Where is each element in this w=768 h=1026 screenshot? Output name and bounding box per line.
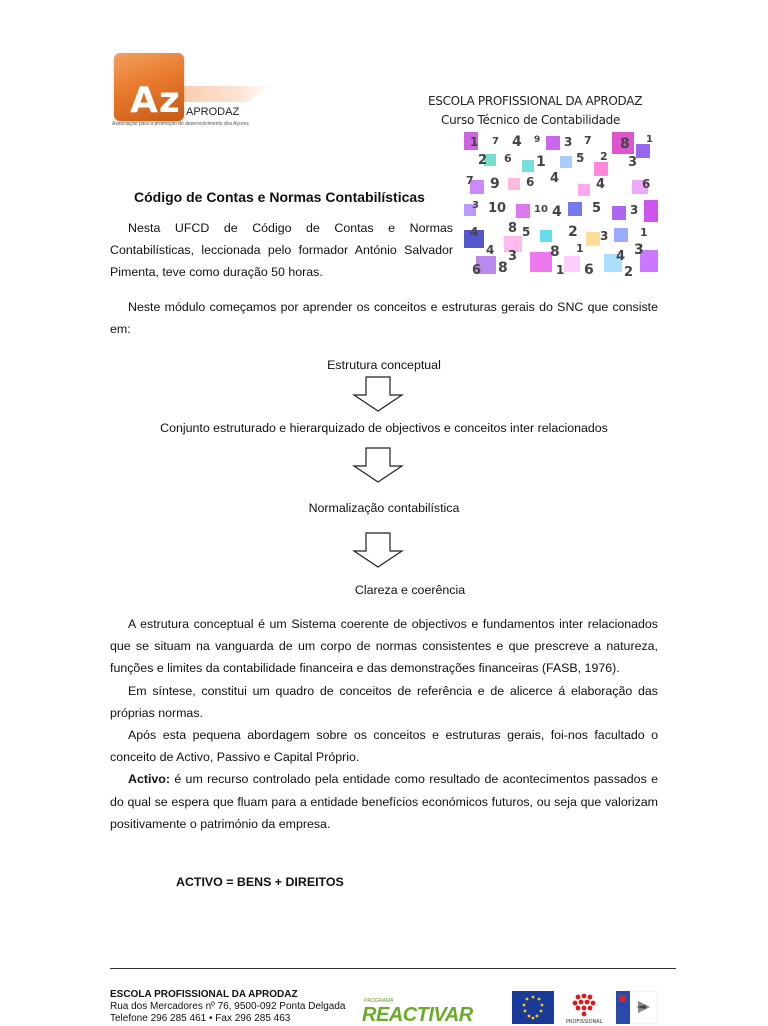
svg-text:5: 5 — [592, 201, 602, 216]
svg-text:6: 6 — [472, 263, 482, 277]
down-arrow-icon — [352, 376, 404, 412]
document-title: Código de Contas e Normas Contabilísticas — [134, 189, 425, 205]
svg-text:1: 1 — [646, 134, 653, 145]
azores-flag-icon — [616, 991, 658, 1024]
svg-text:4: 4 — [616, 249, 626, 264]
body-paragraph: Em síntese, constitui um quadro de conceitos de referência e de alicerce á elaboração das próprias normas. — [110, 683, 658, 720]
svg-text:5: 5 — [522, 225, 531, 239]
svg-text:5: 5 — [576, 151, 585, 165]
svg-text:7: 7 — [466, 174, 474, 187]
svg-text:3: 3 — [630, 203, 639, 217]
svg-text:4: 4 — [596, 177, 606, 192]
svg-text:3: 3 — [472, 200, 479, 211]
logo-name: APRODAZ — [186, 106, 240, 118]
svg-text:7: 7 — [492, 136, 499, 147]
svg-text:9: 9 — [534, 135, 541, 145]
body-paragraph: A estrutura conceptual é um Sistema coerente de objectivos e fundamentos inter relacionados que se situam na vanguarda de um corpo de normas consistentes e que prescreve a natureza, funções e limites da contabilidade financeira e das demonstrações financeiras (FASB, 1976). — [110, 617, 658, 676]
school-heading: ESCOLA PROFISSIONAL DA APRODAZ — [428, 94, 643, 108]
svg-text:3: 3 — [600, 229, 609, 243]
down-arrow-icon — [352, 532, 404, 568]
activo-paragraph — [110, 768, 658, 835]
logo-initials: Az — [130, 80, 181, 121]
reactivar-logo — [362, 998, 482, 1024]
svg-text:1: 1 — [640, 226, 648, 239]
logo-square — [114, 53, 184, 121]
logo-tagline: Associação para a promoção do desenvolvimento dos Açores — [112, 121, 249, 127]
svg-text:4: 4 — [550, 171, 560, 186]
reactivar-name: REACTIVAR — [362, 1004, 473, 1026]
footer-fax: Fax 296 285 463 — [215, 1013, 291, 1024]
svg-text:2: 2 — [624, 265, 634, 277]
footer-school-name: ESCOLA PROFISSIONAL DA APRODAZ — [110, 989, 298, 1000]
svg-text:4: 4 — [486, 243, 495, 257]
svg-text:10: 10 — [488, 201, 507, 216]
intro-paragraph: Nesta UFCD de Código de Contas e Normas Contabilísticas, leccionada pelo formador António Salvador Pimenta, teve como duração 50 horas. — [110, 221, 453, 279]
svg-text:8: 8 — [508, 221, 518, 236]
svg-text:7: 7 — [584, 134, 592, 147]
flow-step-4: Clareza e coerência — [354, 583, 466, 597]
profissional-label: PROFISSIONAL — [566, 1019, 603, 1024]
footer-address: Rua dos Mercadores nº 76, 9500-092 Ponta Delgada — [110, 1001, 346, 1012]
body-paragraph: Após esta pequena abordagem sobre os conceitos e estruturas gerais, foi-nos facultado o conceito de Activo, Passivo e Capital Próprio. — [110, 728, 658, 765]
flow-step-1: Estrutura conceptual — [327, 358, 441, 372]
profissional-logo-icon — [560, 991, 608, 1024]
svg-text:2: 2 — [568, 224, 578, 240]
svg-text:6: 6 — [584, 262, 594, 277]
svg-text:3: 3 — [628, 155, 638, 170]
body-text — [110, 613, 658, 835]
aprodaz-logo — [112, 52, 272, 132]
footer-bullet: • — [208, 1013, 213, 1024]
down-arrow-icon — [352, 447, 404, 483]
flow-step-3: Normalização contabilística — [308, 501, 460, 515]
svg-text:2: 2 — [600, 150, 608, 163]
svg-text:1: 1 — [556, 263, 565, 277]
svg-text:6: 6 — [642, 177, 651, 191]
svg-text:9: 9 — [490, 176, 500, 192]
svg-text:3: 3 — [508, 249, 518, 264]
svg-text:6: 6 — [526, 175, 535, 189]
activo-formula: ACTIVO = BENS + DIREITOS — [176, 875, 344, 889]
svg-text:4: 4 — [470, 225, 479, 239]
flow-step-2: Conjunto estruturado e hierarquizado de objectivos e conceitos inter relacionados — [160, 421, 608, 435]
eu-flag-icon — [512, 991, 554, 1024]
reactivar-program-label: PROGRAMA — [364, 998, 394, 1004]
svg-text:6: 6 — [504, 152, 512, 165]
svg-text:8: 8 — [498, 260, 508, 276]
svg-text:10: 10 — [534, 204, 548, 215]
course-heading: Curso Técnico de Contabilidade — [441, 113, 621, 127]
svg-text:4: 4 — [512, 134, 522, 150]
numbers-collage-image — [464, 132, 658, 277]
svg-text:8: 8 — [620, 136, 630, 152]
svg-text:1: 1 — [470, 135, 479, 149]
svg-text:3: 3 — [634, 242, 644, 258]
footer-contacts — [110, 1013, 290, 1024]
footer-phone: Telefone 296 285 461 — [110, 1013, 207, 1024]
activo-definition: é um recurso controlado pela entidade como resultado de acontecimentos passados e do qual se espera que fluam para a entidade benefícios económicos futuros, ou seja que valorizam positivamente o património da empresa. — [110, 772, 658, 831]
activo-label: Activo: — [128, 772, 170, 787]
svg-text:3: 3 — [564, 135, 573, 149]
svg-text:8: 8 — [550, 244, 560, 260]
svg-text:4: 4 — [552, 204, 562, 220]
module-intro-paragraph: Neste módulo começamos por aprender os conceitos e estruturas gerais do SNC que consiste em: — [110, 300, 658, 336]
svg-text:1: 1 — [536, 154, 546, 170]
svg-text:2: 2 — [478, 153, 488, 168]
footer-divider — [110, 968, 676, 969]
logo-stripe — [174, 86, 272, 102]
svg-text:1: 1 — [576, 242, 584, 255]
